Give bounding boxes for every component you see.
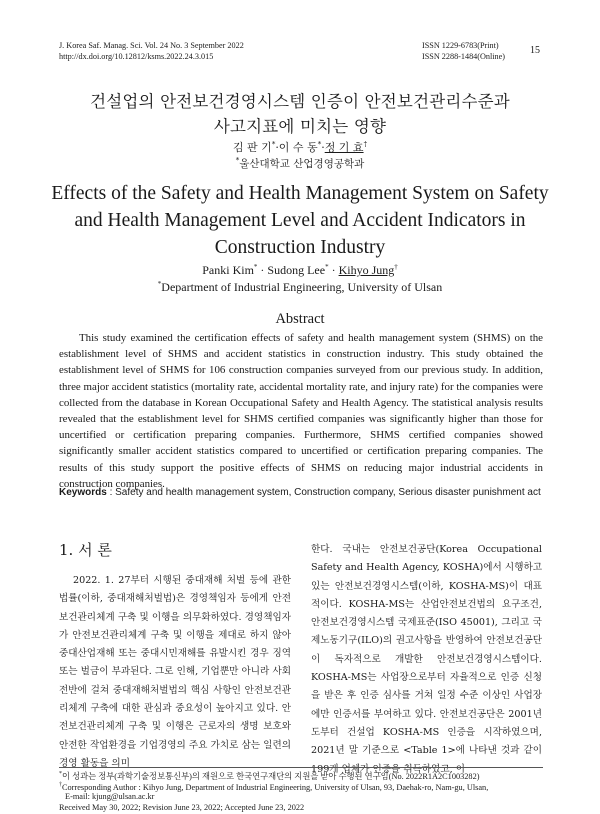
keywords-label: Keywords [59,487,107,498]
english-title-line3: Construction Industry [214,237,386,258]
affiliation-text: 울산대학교 산업경영공학과 [239,158,365,170]
korean-title-line2: 사고지표에 미치는 영향 [213,117,387,136]
issn-print: ISSN 1229-6783(Print) [422,41,499,50]
korean-affiliation: *울산대학교 산업경영공학과 [235,156,365,170]
english-affiliation: *Department of Industrial Engineering, University of Ulsan [157,280,443,294]
body-right-column: 한다. 국내는 안전보건공단(Korea Occupational Safety and Health Agency, KOSHA)에서 시행하고 있는 안전보건경영시스템(이하, KOSHA-MS)이 대표적이다. KOSHA-MS는 산업안전보건법의 요구조건, 안전보건경영시스템 국제표준(ISO 45001), 그리고 국제노동기구(ILO)의 권고사항을 반영하여 안전보건공단이 독자적으로 개발한 안전보건경영시스템이다. KOSHA-MS는 사업장으로부터 자율적으로 인증 신청을 받은 후 인증 심사를 거쳐 일정 수준 이상인 사업장에만 인증서를 부여하고 있다. 안전보건공단은 2001년도부터 건설업 KOSHA-MS 인증을 시작하였으며, 2021년 말 기준으로 <Table 1>에 나타낸 것과 같이 199개 업체가 인증을 취득하였고, 이 [311,544,542,775]
footnote-text: Corresponding Author : Kihyo Jung, Department of Industrial Engineering, University of Ulsan, 93, Daehak-ro, Nam-gu, Ulsan, [62,782,489,792]
issn-block [422,40,505,62]
english-title-line1: Effects of the Safety and Health Management System on Safety [51,183,549,204]
english-authors: Panki Kim* · Sudong Lee* · Kihyo Jung† [202,263,398,277]
footnote-email[interactable]: E-mail: kjung@ulsan.ac.kr [65,792,155,801]
korean-authors: 김 판 기*·이 수 동*·정 기 효† [232,140,368,154]
section-heading: 1. 서 론 [59,541,112,559]
abstract-heading: Abstract [275,311,325,327]
issn-online: ISSN 2288-1484(Online) [422,52,506,61]
author-name: 김 판 기 [232,141,272,154]
affiliation-text: Department of Industrial Engineering, University of Ulsan [161,280,443,294]
author-name: ·이 수 동 [275,141,318,154]
author-separator: · [321,141,325,154]
korean-title-line1: 건설업의 안전보건경영시스템 인증이 안전보건관리수준과 [90,92,510,111]
footnote-text: 이 성과는 정부(과학기술정보통신부)의 재원으로 한국연구재단의 지원을 받아 수행된 연구임(No. 2022R1A2C1003282) [62,771,480,781]
author-separator: · [328,263,339,277]
footnote-rule [59,767,543,768]
journal-citation [59,40,244,62]
english-title-line2: and Health Management Level and Accident Indicators in [74,210,526,231]
abstract-text: This study examined the certification effects of safety and health management system (SHMS) on the establishment level of SHMS and accident statistics in construction industry. This study obtained the establishment level of SHMS for 106 construction companies surveyed from our previous study. In addition, three major accident statistics (mortality rate, accidental mortality rate, and injury rate) for the companies were collected from the database in Korean Occupational Safety and Health Agency. The statistical analysis results revealed that the establishment level for SHMS certified companies was significantly higher than those for uncertified or certification preparing companies. Furthermore, SHMS certified companies showed significantly smaller accident statistics compared to uncertified or certification preparing companies. The results of this study support the positive effects of SHMS on reducing major industrial accidents in construction companies. [59,332,543,490]
keywords-list: : Safety and health management system, Construction company, Serious disaster punishment act [106,487,541,498]
corresponding-author-name: Kihyo Jung [338,263,395,277]
author-name: · Sudong Lee [257,263,326,277]
footnote-received: Received May 30, 2022; Revision June 23, 2022; Accepted June 23, 2022 [59,803,305,812]
footnote-funding: *이 성과는 정부(과학기술정보통신부)의 재원으로 한국연구재단의 지원을 받아 수행된 연구임(No. 2022R1A2C1003282) [59,771,480,781]
page-number: 15 [530,45,540,56]
corresponding-author-name: 정 기 효 [324,141,364,154]
journal-volume-line: J. Korea Saf. Manag. Sci. Vol. 24 No. 3 September 2022 [59,41,244,50]
body-left-column: 2022. 1. 27부터 시행된 중대재해 처벌 등에 관한 법률(이하, 중대재해처벌법)은 경영책임자 등에게 안전보건관리체계 구축 및 이행을 의무화하였다. 경영책임자가 안전보건관리체계 구축 및 이행을 제대로 하지 않아 중대산업재해 또는 중대시민재해를 유발시킨 경우 징역 또는 벌금이 부과된다. 그로 인해, 기업뿐만 아니라 사회 전반에 걸쳐 중대재해처벌법의 핵심 사항인 안전보건관리체계 구축에 대한 관심과 중요성이 높아지고 있다. 안전보건관리체계 구축 및 이행은 근로자의 생명 보호와 안전한 작업환경을 기업경영의 주요 가치로 삼는 일련의 경영 활동을 의미 [59,575,291,769]
author-name: Panki Kim [202,263,254,277]
footnote-corresponding: †Corresponding Author : Kihyo Jung, Department of Industrial Engineering, University of Ulsan, 93, Daehak-ro, Nam-gu, Ulsan, [59,782,489,792]
doi-link[interactable]: http://dx.doi.org/10.12812/ksms.2022.24.3.015 [59,52,214,61]
keywords [59,487,549,498]
